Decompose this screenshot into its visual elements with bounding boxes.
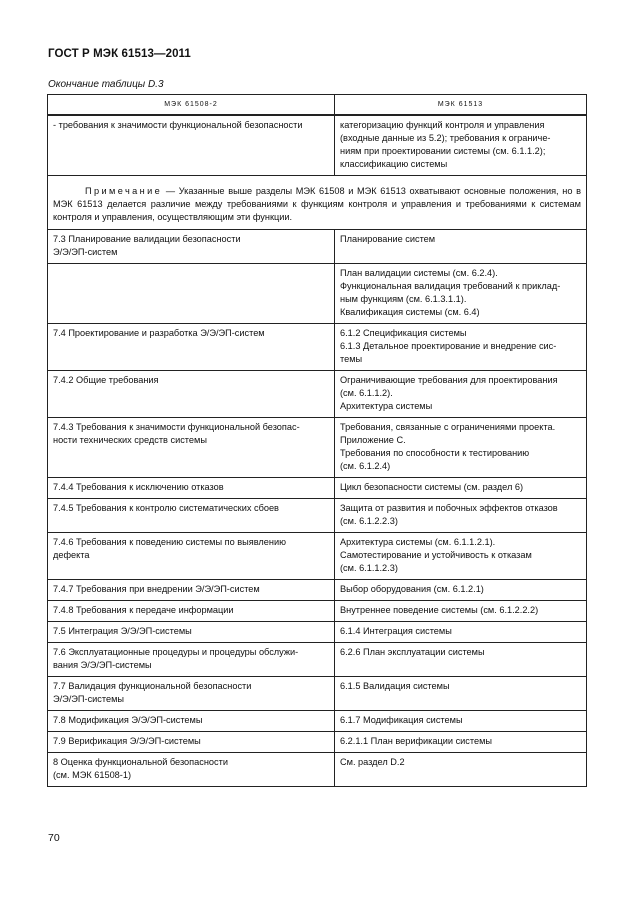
cell-line: классификацию системы <box>340 159 448 169</box>
cell-line: 6.2.1.1 План верификации системы <box>340 736 493 746</box>
cell-line: 6.1.3 Детальное проектирование и внедрение сис- <box>340 341 557 351</box>
cell-line: (см. МЭК 61508-1) <box>53 770 132 780</box>
cell-line: 7.9 Верификация Э/Э/ЭП-системы <box>53 736 201 746</box>
table-row <box>48 115 587 176</box>
table-row <box>48 622 587 643</box>
cell-left <box>48 478 335 499</box>
cell-line: (см. 6.1.1.2.3) <box>340 563 398 573</box>
note-text: — Указанные выше разделы МЭК 61508 и МЭК 61513 охватывают основные положения, но в МЭК 61513 делается различие между требованиями к функциям контроля и управления и требованиями к системам контроля и управления, осуществляющим эти функции. <box>53 186 581 222</box>
cell-right <box>335 643 587 677</box>
cell-line: 7.4.5 Требования к контролю систематических сбоев <box>53 503 279 513</box>
cell-line: 6.1.4 Интеграция системы <box>340 626 452 636</box>
cell-line: Приложение С. <box>340 435 406 445</box>
cell-line: дефекта <box>53 550 90 560</box>
cell-line: ниям при проектировании системы (см. 6.1.1.2); <box>340 146 546 156</box>
page-number: 70 <box>48 832 60 844</box>
document-header: ГОСТ Р МЭК 61513—2011 <box>48 48 191 60</box>
cell-line: 7.6 Эксплуатационные процедуры и процедуры обслужи- <box>53 647 299 657</box>
cell-line: Квалификация системы (см. 6.4) <box>340 307 480 317</box>
table-row <box>48 418 587 478</box>
table-row <box>48 643 587 677</box>
cell-left <box>48 499 335 533</box>
cell-line: Архитектура системы <box>340 401 433 411</box>
cell-line: Планирование систем <box>340 234 436 244</box>
table-row <box>48 324 587 371</box>
cell-line: вания Э/Э/ЭП-системы <box>53 660 152 670</box>
table-row <box>48 753 587 787</box>
cell-line: 7.5 Интеграция Э/Э/ЭП-системы <box>53 626 192 636</box>
table-caption: Окончание таблицы D.3 <box>48 79 164 90</box>
cell-line: См. раздел D.2 <box>340 757 405 767</box>
cell-line: 6.2.6 План эксплуатации системы <box>340 647 485 657</box>
cell-right <box>335 115 587 176</box>
cell-line: 8 Оценка функциональной безопасности <box>53 757 228 767</box>
cell-line: Требования по способности к тестированию <box>340 448 530 458</box>
cell-line: Самотестирование и устойчивость к отказам <box>340 550 532 560</box>
cell-left <box>48 264 335 324</box>
cell-line: 7.4.3 Требования к значимости функциональной безопас- <box>53 422 300 432</box>
cell-left: - требования к значимости функциональной безопасности <box>48 115 335 176</box>
cell-right <box>335 601 587 622</box>
cell-line: 7.4.7 Требования при внедрении Э/Э/ЭП-систем <box>53 584 260 594</box>
table-row <box>48 732 587 753</box>
table-row <box>48 371 587 418</box>
table-row <box>48 264 587 324</box>
cell-line: категоризацию функций контроля и управления <box>340 120 545 130</box>
column-header-iec-61513: МЭК 61513 <box>335 95 587 116</box>
table-row <box>48 601 587 622</box>
cell-right <box>335 533 587 580</box>
cell-line: 7.4.4 Требования к исключению отказов <box>53 482 224 492</box>
cell-line: Функциональная валидация требований к приклад- <box>340 281 561 291</box>
cell-left <box>48 753 335 787</box>
cell-left <box>48 622 335 643</box>
table-row <box>48 478 587 499</box>
table-row <box>48 230 587 264</box>
cell-line: (см. 6.1.2.2.3) <box>340 516 398 526</box>
cell-left <box>48 324 335 371</box>
cell-line: темы <box>340 354 363 364</box>
cell-line: План валидации системы (см. 6.2.4). <box>340 268 498 278</box>
cell-left <box>48 732 335 753</box>
cell-right <box>335 753 587 787</box>
table-row <box>48 711 587 732</box>
cell-line: ности технических средств системы <box>53 435 207 445</box>
cell-left <box>48 533 335 580</box>
cell-line: 7.8 Модификация Э/Э/ЭП-системы <box>53 715 203 725</box>
cell-line: 6.1.7 Модификация системы <box>340 715 463 725</box>
cell-line: 7.4.8 Требования к передаче информации <box>53 605 234 615</box>
note-label: Примечание <box>85 186 163 196</box>
cell-left <box>48 371 335 418</box>
table-row <box>48 677 587 711</box>
cell-line: ным функциям (см. 6.1.3.1.1). <box>340 294 467 304</box>
cell-line: Архитектура системы (см. 6.1.1.2.1). <box>340 537 496 547</box>
cell-left <box>48 230 335 264</box>
standards-correspondence-table <box>47 94 587 787</box>
note-cell <box>48 176 587 230</box>
cell-line: (входные данные из 5.2); требования к ограниче- <box>340 133 551 143</box>
cell-right <box>335 677 587 711</box>
cell-line: Требования, связанные с ограничениями проекта. <box>340 422 556 432</box>
cell-left <box>48 711 335 732</box>
cell-right <box>335 418 587 478</box>
cell-line: 7.7 Валидация функциональной безопасности <box>53 681 252 691</box>
cell-line: Внутреннее поведение системы (см. 6.1.2.2.2) <box>340 605 539 615</box>
table-row <box>48 533 587 580</box>
cell-right <box>335 324 587 371</box>
cell-right <box>335 580 587 601</box>
cell-right <box>335 622 587 643</box>
cell-line: 6.1.5 Валидация системы <box>340 681 450 691</box>
table-row <box>48 580 587 601</box>
cell-left <box>48 601 335 622</box>
cell-right <box>335 478 587 499</box>
cell-left <box>48 580 335 601</box>
cell-left <box>48 677 335 711</box>
table-header-row <box>48 95 587 116</box>
cell-right <box>335 499 587 533</box>
cell-left <box>48 418 335 478</box>
cell-line: 7.3 Планирование валидации безопасности <box>53 234 241 244</box>
cell-line: 7.4.2 Общие требования <box>53 375 159 385</box>
cell-right <box>335 732 587 753</box>
cell-line: 6.1.2 Спецификация системы <box>340 328 467 338</box>
cell-line: Э/Э/ЭП-системы <box>53 694 125 704</box>
cell-line: Защита от развития и побочных эффектов отказов <box>340 503 558 513</box>
cell-line: Э/Э/ЭП-систем <box>53 247 118 257</box>
cell-right <box>335 264 587 324</box>
cell-line: Ограничивающие требования для проектирования <box>340 375 558 385</box>
cell-line: Цикл безопасности системы (см. раздел 6) <box>340 482 524 492</box>
cell-right <box>335 230 587 264</box>
cell-line: 7.4 Проектирование и разработка Э/Э/ЭП-систем <box>53 328 265 338</box>
cell-right <box>335 711 587 732</box>
table-row <box>48 499 587 533</box>
cell-line: 7.4.6 Требования к поведению системы по выявлению <box>53 537 286 547</box>
cell-line: Выбор оборудования (см. 6.1.2.1) <box>340 584 484 594</box>
cell-line: (см. 6.1.2.4) <box>340 461 391 471</box>
column-header-iec-61508-2: МЭК 61508-2 <box>48 95 335 116</box>
note-row <box>48 176 587 230</box>
cell-left <box>48 643 335 677</box>
cell-right <box>335 371 587 418</box>
cell-line: (см. 6.1.1.2). <box>340 388 393 398</box>
